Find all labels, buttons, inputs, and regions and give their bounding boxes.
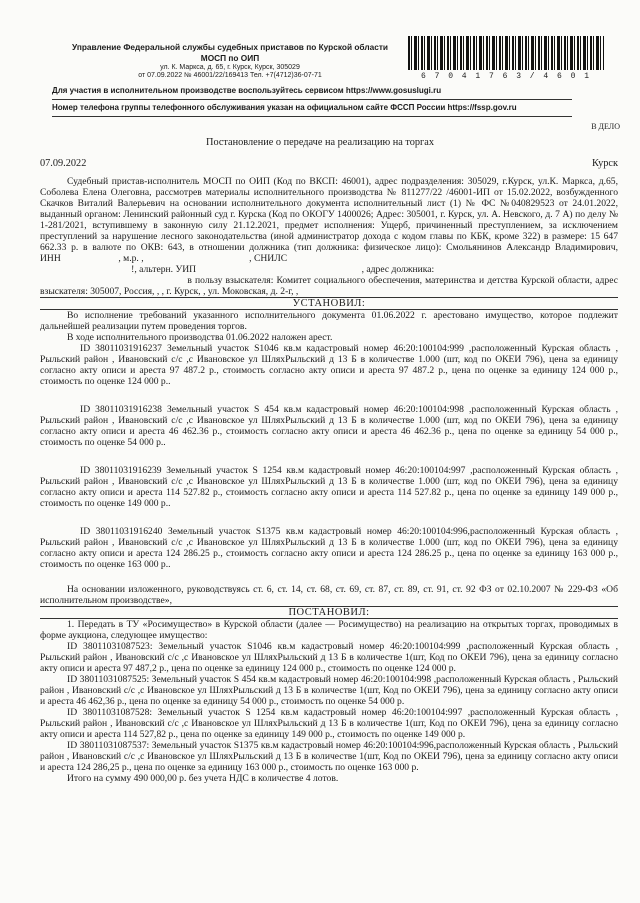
total-line: Итого на сумму 490 000,00 р. без учета НДС в количестве 4 лотов. (67, 773, 339, 784)
spacer (40, 448, 618, 465)
ustanovil-paragraph-1: Во исполнение требований указанного исполнительного документа 01.06.2022 г. арестовано имущество, которое подлежит дальнейшей реализации путем проведения торгов. (40, 310, 618, 332)
spacer (40, 387, 618, 404)
spacer (40, 509, 618, 526)
barcode (408, 36, 604, 70)
org-name: Управление Федеральной службы судебных приставов по Курской области (71, 42, 388, 52)
claimant-info: в пользу взыскателя: Комитет социального обеспечения, материнства и детства Курской области, адрес взыскателя: 305007, Россия, , , г. Курск, , ул. Моковская, д. 2-г, , (40, 275, 618, 297)
phone-group-note: Номер телефона группы телефонного обслуживания указан на официальном сайте ФССП России https://fssp.gov.ru (52, 103, 517, 112)
debtor-uip: !, альтерн. УИП (131, 264, 197, 275)
divider (52, 116, 572, 117)
ustanovil-heading: УСТАНОВИЛ: (292, 298, 366, 309)
lot-paragraph-2: ID 38011031916238 Земельный участок S 454 кв.м кадастровый номер 46:20:100104:998 ,расположенный Курская область , Рыльский район , Ивановский с/с ,с Ивановское ул ШляхРыльский д 13 Б в количестве 1.000 (шт, код по ОКЕИ 796), цена за единицу согласно акту описи и ареста 46 462.36 р., стоимость согласно акту описи и ареста 46 462.36 р., цена по оценке за единицу 54 000 р., стоимость по оценке 54 000 р.. (40, 404, 618, 448)
postanovil-lot-4: ID 38011031087537: Земельный участок S1375 кв.м кадастровый номер 46:20:100104:996,расположенный Курская область , Рыльский район , Ивановский с/с ,с Ивановское ул ШляхРыльский д 13 Б в количестве 1(шт, Код по ОКЕИ 796), цена за единицу согласно акту описи и ареста 124 286,25 р., цена по оценке за единицу 163 000 р., стоимость по оценке 163 000 р. (40, 740, 618, 773)
lot-paragraph-3: ID 38011031916239 Земельный участок S 1254 кв.м кадастровый номер 46:20:100104:997 ,расположенный Курская область , Рыльский район , Ивановский с/с ,с Ивановское ул ШляхРыльский д 13 Б в количестве 1.000 (шт, код по ОКЕИ 796), цена за единицу согласно акту описи и ареста 114 527.82 р., стоимость согласно акту описи и ареста 114 527.82 р., цена по оценке за единицу 149 000 р., стоимость по оценке 149 000 р.. (40, 465, 618, 509)
intro-text: Судебный пристав-исполнитель МОСП по ОИП (Код по ВКСП: 46001), адрес подразделения: 305029, г.Курск, ул.К. Маркса, д.65, Соболева Елена Олеговна, рассмотрев материалы исполнительного производства № 811277/22 /46001-ИП от 15.02.2022, возбужденного Скачков Виталий Валерьевич на основании исполнительного документа исполнительный лист (1) № ФС №040829523 от 24.01.2022, выданный органом: Ленинский районный суд г. Курска (Код по ОКОГУ 1400026; Адрес: 305001, г. Курск, ул. А. Невского, д. 7 А) по делу № 1-281/2021, вступившему в законную силу 21.12.2021, предмет исполнения: Ущерб, причиненный преступлением, за исключением преступлений за нарушение лесного законодательства (иной администратор дохода с кодом главы по КБК, кроме 322) в размере: 15 647 662.33 р. в валюте по ОКВ: 643, в отношении должника (тип должника: физическое лицо): Смольянинов Александр Владимирович, ИНН (40, 176, 618, 264)
debtor-address: , адрес должника: (361, 264, 435, 275)
gosuslugi-note: Для участия в исполнительном производстве воспользуйтесь сервисом https://www.gosuslugi.ru (52, 86, 442, 95)
postanovil-lot-1: ID 38011031087523: Земельный участок S1046 кв.м кадастровый номер 46:20:100104:999 ,расположенный Курская область , Рыльский район , Ивановский с/с ,с Ивановское ул ШляхРыльский д 13 Б в количестве 1(шт, Код по ОКЕИ 796), цена за единицу согласно акту описи и ареста 97 487,2 р., цена по оценке за единицу 124 000 р., стоимость по оценке 124 000 р. (40, 641, 618, 674)
basis-paragraph: На основании изложенного, руководствуясь ст. 6, ст. 14, ст. 68, ст. 69, ст. 87, ст. 89, ст. 91, ст. 92 ФЗ от 02.10.2007 № 229-ФЗ «Об исполнительном производстве», (40, 584, 618, 606)
document-city: Курск (592, 158, 618, 169)
debtor-birthplace: м.р. , (123, 253, 144, 264)
lot-paragraph-1: ID 38011031916237 Земельный участок S1046 кв.м кадастровый номер 46:20:100104:999 ,расположенный Курская область , Рыльский район , Ивановский с/с ,с Ивановское ул ШляхРыльский д 13 Б в количестве 1.000 (шт, код по ОКЕИ 796), цена за единицу согласно акту описи и ареста 97 487.2 р., стоимость согласно акту описи и ареста 97 487.2 р., цена по оценке за единицу 124 000 р., стоимость по оценке 124 000 р.. (40, 343, 618, 387)
dept-address: ул. К. Маркса, д. 65, г. Курск, Курск, 305029 (160, 64, 300, 71)
lot-paragraph-4: ID 38011031916240 Земельный участок S1375 кв.м кадастровый номер 46:20:100104:996,расположенный Курская область , Рыльский район , Ивановский с/с ,с Ивановское ул ШляхРыльский д 13 Б в количестве 1.000 (шт, код по ОКЕИ 796), цена за единицу согласно акту описи и ареста 124 286.25 р., стоимость согласно акту описи и ареста 124 286.25 р., цена по оценке за единицу 163 000 р., стоимость по оценке 163 000 р.. (40, 526, 618, 570)
document-date: 07.09.2022 (40, 158, 87, 169)
debtor-snils: , СНИЛС (249, 253, 288, 264)
divider (52, 99, 572, 100)
document-title: Постановление о передаче на реализацию на торгах (206, 137, 434, 148)
intro-paragraph: Судебный пристав-исполнитель МОСП по ОИП (Код по ВКСП: 46001), адрес подразделения: 305029, г.Курск, ул.К. Маркса, д.65, Соболева Елена Олеговна, рассмотрев материалы исполнительного производства № 811277/22 /46001-ИП от 15.02.2022, возбужденного Скачков Виталий Валерьевич на основании исполнительного документа исполнительный лист (1) № ФС №040829523 от 24.01.2022, выданный органом: Ленинский районный суд г. Курска (Код по ОКОГУ 1400026; Адрес: 305001, г. Курск, ул. А. Невского, д. 7 А) по делу № 1-281/2021, вступившему в законную силу 21.12.2021, предмет исполнения: Ущерб, причиненный преступлением, за исключением преступлений за нарушение лесного законодательства (иной администратор дохода с кодом главы по КБК, кроме 322) в размере: 15 647 662.33 р. в валюте по ОКВ: 643, в отношении должника (тип должника: физическое лицо): Смольянинов Александр Владимирович, ИНН , м.р. , , СНИЛС !, альтерн. УИП , адрес должника: в пользу взыскателя: Комитет социального обеспечения, материнства и детства Курской области, адрес взыскателя: 305007, Россия, , , г. Курск, , ул. Моковская, д. 2-г, , (40, 176, 618, 297)
postanovil-paragraph-1: 1. Передать в ТУ «Росимущество» в Курской области (далее — Росимущество) на реализацию на открытых торгах, проводимых в форме аукциона, следующее имущество: (40, 619, 618, 641)
postanovil-lot-2: ID 38011031087525: Земельный участок S 454 кв.м кадастровый номер 46:20:100104:998 ,расположенный Курская область , Рыльский район , Ивановский с/с ,с Ивановское ул ШляхРыльский д 13 Б в количестве 1(шт, Код по ОКЕИ 796), цена за единицу согласно акту описи и ареста 46 462,36 р., цена по оценке за единицу 54 000 р., стоимость по оценке 54 000 р. (40, 674, 618, 707)
dept-name: МОСП по ОИП (200, 53, 260, 63)
document-body (40, 176, 618, 881)
postanovil-heading: ПОСТАНОВИЛ: (288, 607, 370, 618)
v-delo-mark: В ДЕЛО (591, 122, 620, 131)
barcode-number: 6 7 0 4 1 7 6 3 / 4 6 0 1 (420, 72, 592, 81)
ustanovil-paragraph-2: В ходе исполнительного производства 01.06.2022 наложен арест. (67, 332, 333, 343)
doc-reference: от 07.09.2022 № 46001/22/169413 Тел. +7(4712)36-07-71 (138, 72, 322, 79)
postanovil-lot-3: ID 38011031087528: Земельный участок S 1254 кв.м кадастровый номер 46:20:100104:997 ,расположенный Курская область , Рыльский район , Ивановский с/с ,с Ивановское ул ШляхРыльский д 13 Б в количестве 1(шт, Код по ОКЕИ 796), цена за единицу согласно акту описи и ареста 114 527,82 р., цена по оценке за единицу 149 000 р., стоимость по оценке 149 000 р. (40, 707, 618, 740)
spacer (40, 570, 618, 584)
